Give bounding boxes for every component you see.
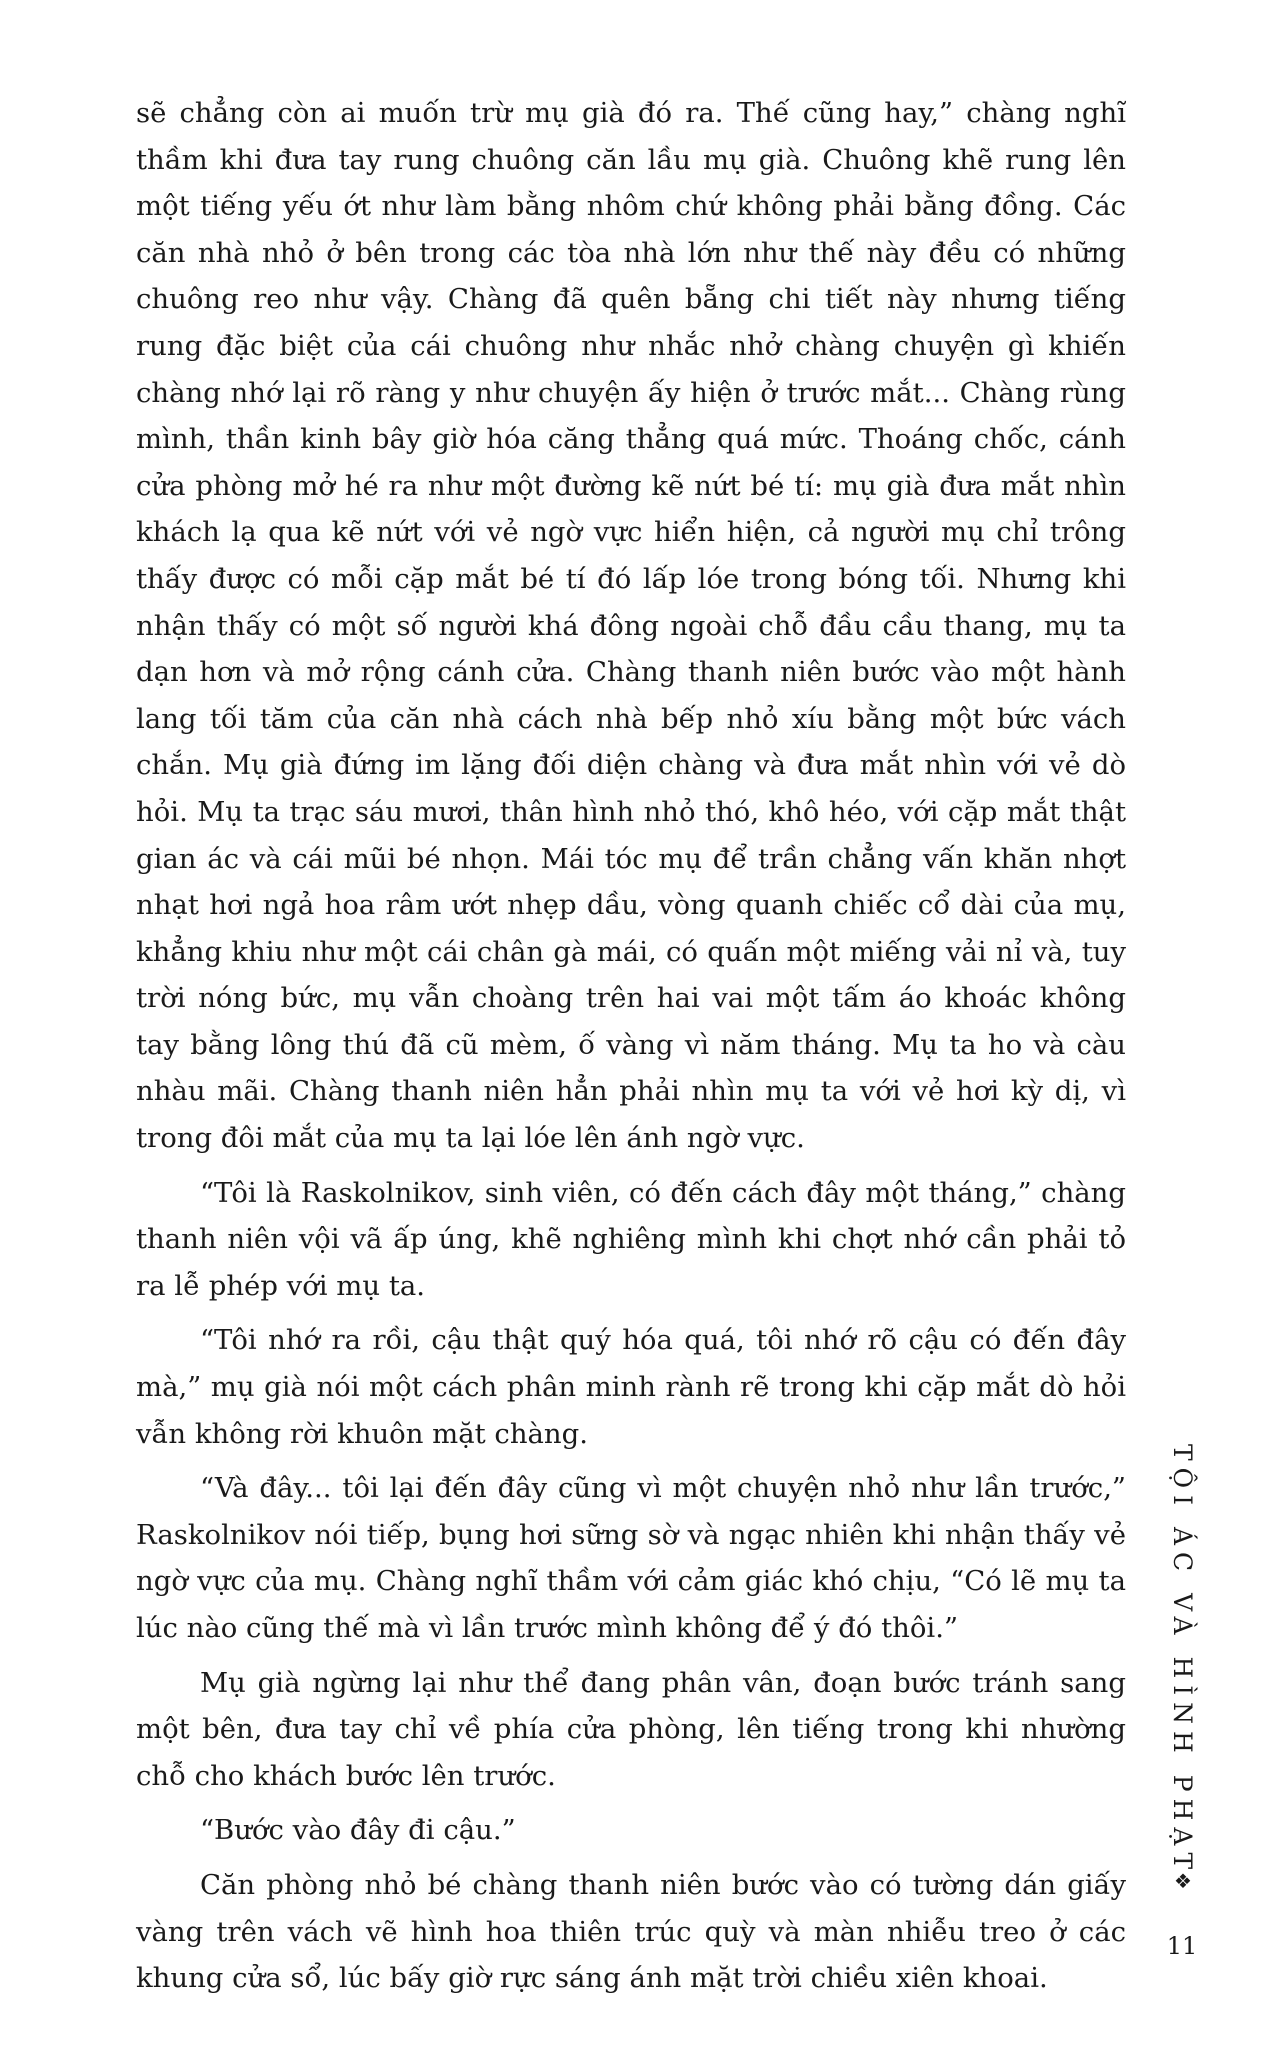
paragraph-2: “Tôi là Raskolnikov, sinh viên, có đến cách đây một tháng,” chàng thanh niên vội vã ấp úng, khẽ nghiêng mình khi chợt nhớ cần phải tỏ ra lễ phép với mụ ta. <box>136 1176 1126 1302</box>
ornament-icon: ❖ <box>1174 1869 1192 1893</box>
paragraph-6: “Bước vào đây đi cậu.” <box>200 1814 516 1847</box>
running-title: TỘI ÁC VÀ HÌNH PHẠT <box>1168 1444 1197 1877</box>
paragraph-7: Căn phòng nhỏ bé chàng thanh niên bước vào có tường dán giấy vàng trên vách vẽ hình hoa thiên trúc quỳ và màn nhiễu treo ở các khung cửa sổ, lúc bấy giờ rực sáng ánh mặt trời chiều xiên khoai. <box>136 1868 1126 1995</box>
paragraph-1: sẽ chẳng còn ai muốn trừ mụ già đó ra. Thế cũng hay,” chàng nghĩ thầm khi đưa tay rung chuông căn lầu mụ già. Chuông khẽ rung lên một tiếng yếu ớt như làm bằng nhôm chứ không phải bằng đồng. Các căn nhà nhỏ ở bên trong các tòa nhà lớn như thế này đều có những chuông reo như vậy. Chàng đã quên bẵng chi tiết này nhưng tiếng rung đặc biệt của cái chuông như nhắc nhở chàng chuyện gì khiến chàng nhớ lại rõ ràng y như chuyện ấy hiện ở trước mắt... Chàng rùng mình, thần kinh bây giờ hóa căng thẳng quá mức. Thoáng chốc, cánh cửa phòng mở hé ra như một đường kẽ nứt bé tí: mụ già đưa mắt nhìn khách lạ qua kẽ nứt với vẻ ngờ vực hiển hiện, cả người mụ chỉ trông thấy được có mỗi cặp mắt bé tí đó lấp lóe trong bóng tối. Nhưng khi nhận thấy có một số người khá đông ngoài chỗ đầu cầu thang, mụ ta dạn hơn và mở rộng cánh cửa. Chàng thanh niên bước vào một hành lang tối tăm của căn nhà cách nhà bếp nhỏ xíu bằng một bức vách chắn. Mụ già đứng im lặng đối diện chàng và đưa mắt nhìn với vẻ dò hỏi. Mụ ta trạc sáu mươi, thân hình nhỏ thó, khô héo, với cặp mắt thật gian ác và cái mũi bé nhọn. Mái tóc mụ để trần chẳng vấn khăn nhợt nhạt hơi ngả hoa râm ướt nhẹp dầu, vòng quanh chiếc cổ dài của mụ, khẳng khiu như một cái chân gà mái, có quấn một miếng vải nỉ và, tuy trời nóng bức, mụ vẫn choàng trên hai vai một tấm áo khoác không tay bằng lông thú đã cũ mèm, ố vàng vì năm tháng. Mụ ta ho và càu nhàu mãi. Chàng thanh niên hẳn phải nhìn mụ ta với vẻ hơi kỳ dị, vì trong đôi mắt của mụ ta lại lóe lên ánh ngờ vực. <box>136 97 1126 1155</box>
paragraph-4: “Và đây... tôi lại đến đây cũng vì một chuyện nhỏ như lần trước,” Raskolnikov nói tiếp, bụng hơi sững sờ và ngạc nhiên khi nhận thấy vẻ ngờ vực của mụ. Chàng nghĩ thầm với cảm giác khó chịu, “Có lẽ mụ ta lúc nào cũng thế mà vì lần trước mình không để ý đó thôi.” <box>136 1472 1126 1644</box>
page-body-text <box>136 90 1126 2002</box>
paragraph-5: Mụ già ngừng lại như thể đang phân vân, đoạn bước tránh sang một bên, đưa tay chỉ về phía cửa phòng, lên tiếng trong khi nhường chỗ cho khách bước lên trước. <box>136 1666 1126 1792</box>
page-number: 11 <box>1166 1932 1198 1960</box>
paragraph-3: “Tôi nhớ ra rồi, cậu thật quý hóa quá, tôi nhớ rõ cậu có đến đây mà,” mụ già nói một cách phân minh rành rẽ trong khi cặp mắt dò hỏi vẫn không rời khuôn mặt chàng. <box>136 1324 1126 1450</box>
